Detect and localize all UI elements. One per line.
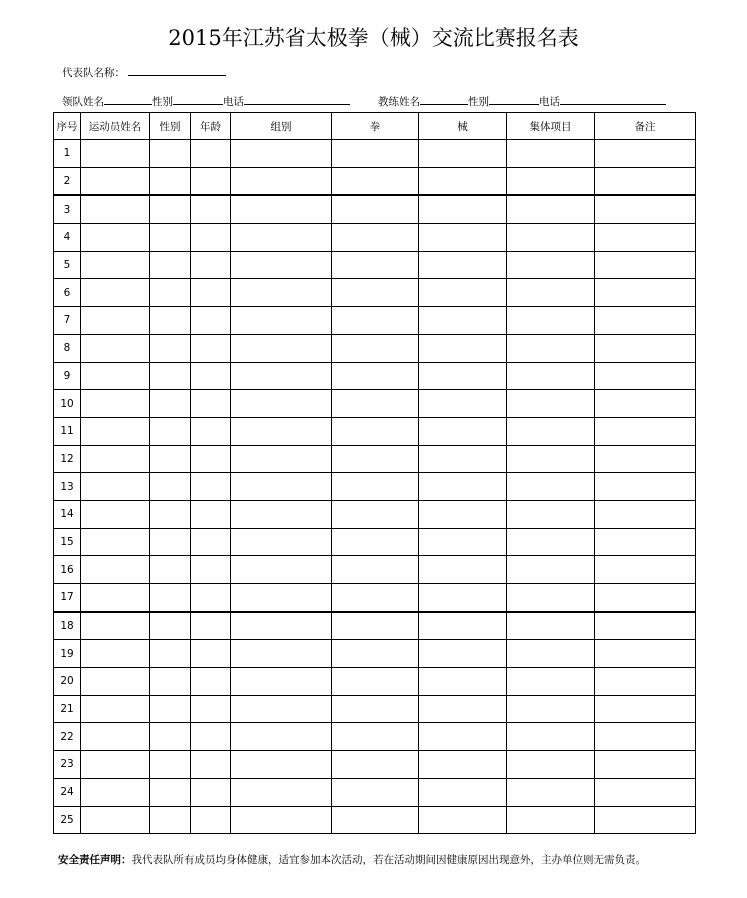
entry-cell[interactable] [81, 695, 150, 723]
entry-cell[interactable] [332, 224, 419, 252]
entry-cell[interactable] [595, 473, 696, 501]
entry-cell[interactable] [150, 500, 191, 528]
entry-cell[interactable] [507, 778, 595, 806]
entry-cell[interactable] [419, 584, 507, 612]
row-number: 12 [54, 445, 81, 473]
entry-cell[interactable] [81, 362, 150, 390]
entry-cell[interactable] [507, 695, 595, 723]
entry-cell[interactable] [81, 140, 150, 168]
row-number: 9 [54, 362, 81, 390]
entry-cell[interactable] [81, 806, 150, 834]
entry-cell[interactable] [507, 417, 595, 445]
entry-cell[interactable] [332, 500, 419, 528]
coach-phone-field[interactable] [560, 93, 666, 105]
entry-cell[interactable] [81, 473, 150, 501]
table-row [54, 584, 696, 612]
entry-cell[interactable] [332, 806, 419, 834]
row-number: 20 [54, 668, 81, 696]
entry-cell[interactable] [150, 612, 191, 640]
table-row [54, 167, 696, 195]
row-number: 8 [54, 334, 81, 362]
entry-cell[interactable] [81, 251, 150, 279]
table-row [54, 307, 696, 335]
entry-cell[interactable] [332, 279, 419, 307]
leader-name-label: 领队姓名 [62, 96, 104, 108]
entry-cell[interactable] [231, 445, 332, 473]
entry-cell[interactable] [231, 390, 332, 418]
entry-cell[interactable] [191, 528, 231, 556]
entry-cell[interactable] [332, 584, 419, 612]
entry-cell[interactable] [231, 279, 332, 307]
entry-cell[interactable] [419, 140, 507, 168]
leader-phone-label: 电话 [223, 96, 244, 108]
row-number: 2 [54, 167, 81, 195]
entry-cell[interactable] [419, 806, 507, 834]
entry-cell[interactable] [191, 167, 231, 195]
entry-cell[interactable] [150, 695, 191, 723]
entry-cell[interactable] [81, 584, 150, 612]
entry-cell[interactable] [419, 362, 507, 390]
entry-cell[interactable] [595, 362, 696, 390]
header-cell: 运动员姓名 [81, 113, 150, 140]
leader-gender-label: 性别 [152, 96, 173, 108]
entry-cell[interactable] [150, 224, 191, 252]
entry-cell[interactable] [150, 251, 191, 279]
entry-cell[interactable] [231, 723, 332, 751]
entry-cell[interactable] [419, 390, 507, 418]
row-number: 17 [54, 584, 81, 612]
entry-cell[interactable] [191, 195, 231, 223]
entry-cell[interactable] [419, 778, 507, 806]
row-number: 3 [54, 195, 81, 223]
entry-cell[interactable] [332, 140, 419, 168]
table-row [54, 528, 696, 556]
entry-cell[interactable] [332, 751, 419, 779]
entry-cell[interactable] [332, 556, 419, 584]
entry-cell[interactable] [150, 668, 191, 696]
entry-cell[interactable] [507, 140, 595, 168]
row-number: 14 [54, 500, 81, 528]
header-cell: 集体项目 [507, 113, 595, 140]
entry-cell[interactable] [191, 251, 231, 279]
row-number: 7 [54, 307, 81, 335]
entry-cell[interactable] [595, 640, 696, 668]
entry-cell[interactable] [231, 140, 332, 168]
entry-cell[interactable] [231, 556, 332, 584]
entry-cell[interactable] [81, 723, 150, 751]
entry-cell[interactable] [595, 500, 696, 528]
entry-cell[interactable] [332, 612, 419, 640]
entry-cell[interactable] [507, 556, 595, 584]
table-row [54, 224, 696, 252]
entry-cell[interactable] [231, 751, 332, 779]
entry-cell[interactable] [150, 417, 191, 445]
entry-cell[interactable] [595, 390, 696, 418]
entry-cell[interactable] [150, 307, 191, 335]
table-row [54, 140, 696, 168]
entry-cell[interactable] [419, 167, 507, 195]
coach-name-label: 教练姓名 [378, 96, 420, 108]
entry-cell[interactable] [507, 528, 595, 556]
leader-name-field[interactable] [104, 93, 152, 105]
entry-cell[interactable] [507, 612, 595, 640]
entry-cell[interactable] [81, 334, 150, 362]
table-row [54, 417, 696, 445]
row-number: 21 [54, 695, 81, 723]
table-header-row [54, 113, 696, 140]
entry-cell[interactable] [81, 279, 150, 307]
row-number: 5 [54, 251, 81, 279]
table-row [54, 556, 696, 584]
entry-cell[interactable] [595, 279, 696, 307]
entry-cell[interactable] [595, 695, 696, 723]
table-row [54, 751, 696, 779]
entry-cell[interactable] [191, 640, 231, 668]
entry-cell[interactable] [507, 362, 595, 390]
entry-cell[interactable] [332, 167, 419, 195]
table-row [54, 334, 696, 362]
row-number: 13 [54, 473, 81, 501]
entry-cell[interactable] [191, 723, 231, 751]
entry-cell[interactable] [81, 612, 150, 640]
entry-cell[interactable] [419, 224, 507, 252]
entry-cell[interactable] [332, 334, 419, 362]
entry-cell[interactable] [81, 445, 150, 473]
entry-cell[interactable] [191, 417, 231, 445]
entry-cell[interactable] [231, 584, 332, 612]
entry-cell[interactable] [231, 167, 332, 195]
coach-name-field[interactable] [420, 93, 468, 105]
header-cell: 拳 [332, 113, 419, 140]
entry-cell[interactable] [150, 778, 191, 806]
entry-cell[interactable] [332, 778, 419, 806]
entry-cell[interactable] [191, 362, 231, 390]
header-cell: 年龄 [191, 113, 231, 140]
entry-cell[interactable] [150, 140, 191, 168]
table-row [54, 251, 696, 279]
entry-cell[interactable] [231, 668, 332, 696]
leader-coach-line [62, 93, 666, 109]
entry-cell[interactable] [231, 195, 332, 223]
entry-cell[interactable] [507, 167, 595, 195]
entry-cell[interactable] [81, 668, 150, 696]
entry-cell[interactable] [231, 224, 332, 252]
registration-table [53, 112, 696, 834]
table-row [54, 778, 696, 806]
entry-cell[interactable] [81, 778, 150, 806]
safety-text: 我代表队所有成员均身体健康，适宜参加本次活动，若在活动期间因健康原因出现意外，主办单位则无需负责。 [131, 854, 646, 866]
entry-cell[interactable] [81, 417, 150, 445]
row-number: 22 [54, 723, 81, 751]
entry-cell[interactable] [81, 640, 150, 668]
entry-cell[interactable] [81, 307, 150, 335]
entry-cell[interactable] [332, 307, 419, 335]
entry-cell[interactable] [507, 251, 595, 279]
entry-cell[interactable] [507, 195, 595, 223]
entry-cell[interactable] [231, 778, 332, 806]
entry-cell[interactable] [231, 640, 332, 668]
entry-cell[interactable] [191, 556, 231, 584]
entry-cell[interactable] [150, 362, 191, 390]
coach-gender-label: 性别 [468, 96, 489, 108]
entry-cell[interactable] [419, 668, 507, 696]
entry-cell[interactable] [191, 224, 231, 252]
entry-cell[interactable] [231, 695, 332, 723]
entry-cell[interactable] [507, 640, 595, 668]
entry-cell[interactable] [191, 612, 231, 640]
entry-cell[interactable] [191, 668, 231, 696]
table-row [54, 668, 696, 696]
entry-cell[interactable] [595, 334, 696, 362]
entry-cell[interactable] [507, 806, 595, 834]
entry-cell[interactable] [81, 224, 150, 252]
table-row [54, 640, 696, 668]
entry-cell[interactable] [81, 528, 150, 556]
row-number: 23 [54, 751, 81, 779]
entry-cell[interactable] [81, 500, 150, 528]
entry-cell[interactable] [150, 279, 191, 307]
entry-cell[interactable] [507, 334, 595, 362]
entry-cell[interactable] [419, 528, 507, 556]
header-cell: 组别 [231, 113, 332, 140]
entry-cell[interactable] [419, 556, 507, 584]
entry-cell[interactable] [231, 528, 332, 556]
entry-cell[interactable] [332, 528, 419, 556]
row-number: 24 [54, 778, 81, 806]
entry-cell[interactable] [81, 167, 150, 195]
header-cell: 性别 [150, 113, 191, 140]
header-cell: 械 [419, 113, 507, 140]
entry-cell[interactable] [507, 751, 595, 779]
header-cell: 备注 [595, 113, 696, 140]
entry-cell[interactable] [150, 806, 191, 834]
entry-cell[interactable] [81, 556, 150, 584]
entry-cell[interactable] [419, 640, 507, 668]
entry-cell[interactable] [595, 445, 696, 473]
entry-cell[interactable] [595, 417, 696, 445]
entry-cell[interactable] [507, 668, 595, 696]
entry-cell[interactable] [191, 279, 231, 307]
entry-cell[interactable] [150, 723, 191, 751]
entry-cell[interactable] [507, 307, 595, 335]
entry-cell[interactable] [231, 473, 332, 501]
entry-cell[interactable] [419, 612, 507, 640]
team-name-field[interactable] [128, 64, 226, 76]
entry-cell[interactable] [231, 334, 332, 362]
form-title: 2015年江苏省太极拳（械）交流比赛报名表 [168, 26, 579, 50]
entry-cell[interactable] [595, 751, 696, 779]
entry-cell[interactable] [595, 167, 696, 195]
safety-label: 安全责任声明： [58, 854, 132, 866]
table-row [54, 195, 696, 223]
entry-cell[interactable] [81, 751, 150, 779]
entry-cell[interactable] [150, 473, 191, 501]
entry-cell[interactable] [231, 612, 332, 640]
entry-cell[interactable] [150, 751, 191, 779]
entry-cell[interactable] [332, 640, 419, 668]
entry-cell[interactable] [332, 445, 419, 473]
entry-cell[interactable] [231, 251, 332, 279]
coach-phone-label: 电话 [539, 96, 560, 108]
entry-cell[interactable] [191, 473, 231, 501]
row-number: 10 [54, 390, 81, 418]
entry-cell[interactable] [191, 751, 231, 779]
entry-cell[interactable] [191, 390, 231, 418]
entry-cell[interactable] [191, 778, 231, 806]
table-row [54, 279, 696, 307]
entry-cell[interactable] [191, 334, 231, 362]
entry-cell[interactable] [419, 251, 507, 279]
row-number: 19 [54, 640, 81, 668]
entry-cell[interactable] [419, 417, 507, 445]
entry-cell[interactable] [332, 251, 419, 279]
entry-cell[interactable] [595, 556, 696, 584]
table-row [54, 806, 696, 834]
entry-cell[interactable] [595, 528, 696, 556]
entry-cell[interactable] [419, 695, 507, 723]
table-row [54, 390, 696, 418]
safety-statement [58, 852, 646, 867]
coach-gender-field[interactable] [489, 93, 539, 105]
entry-cell[interactable] [595, 307, 696, 335]
table-row [54, 473, 696, 501]
entry-cell[interactable] [231, 806, 332, 834]
entry-cell[interactable] [507, 584, 595, 612]
entry-cell[interactable] [150, 584, 191, 612]
row-number: 18 [54, 612, 81, 640]
row-number: 1 [54, 140, 81, 168]
entry-cell[interactable] [231, 417, 332, 445]
entry-cell[interactable] [595, 224, 696, 252]
entry-cell[interactable] [595, 806, 696, 834]
entry-cell[interactable] [419, 195, 507, 223]
entry-cell[interactable] [332, 417, 419, 445]
entry-cell[interactable] [150, 167, 191, 195]
row-number: 4 [54, 224, 81, 252]
entry-cell[interactable] [191, 806, 231, 834]
entry-cell[interactable] [419, 723, 507, 751]
entry-cell[interactable] [332, 390, 419, 418]
entry-cell[interactable] [419, 500, 507, 528]
table-row [54, 445, 696, 473]
leader-gender-field[interactable] [173, 93, 223, 105]
entry-cell[interactable] [595, 251, 696, 279]
entry-cell[interactable] [332, 723, 419, 751]
entry-cell[interactable] [419, 334, 507, 362]
entry-cell[interactable] [595, 140, 696, 168]
team-name-label: 代表队名称： [62, 67, 125, 79]
entry-cell[interactable] [419, 279, 507, 307]
entry-cell[interactable] [150, 334, 191, 362]
entry-cell[interactable] [191, 500, 231, 528]
leader-phone-field[interactable] [244, 93, 350, 105]
entry-cell[interactable] [507, 445, 595, 473]
entry-cell[interactable] [507, 224, 595, 252]
entry-cell[interactable] [332, 473, 419, 501]
entry-cell[interactable] [507, 723, 595, 751]
entry-cell[interactable] [419, 445, 507, 473]
entry-cell[interactable] [595, 778, 696, 806]
entry-cell[interactable] [191, 140, 231, 168]
entry-cell[interactable] [595, 668, 696, 696]
entry-cell[interactable] [419, 307, 507, 335]
entry-cell[interactable] [191, 584, 231, 612]
row-number: 11 [54, 417, 81, 445]
entry-cell[interactable] [150, 195, 191, 223]
entry-cell[interactable] [332, 195, 419, 223]
row-number: 6 [54, 279, 81, 307]
entry-cell[interactable] [150, 528, 191, 556]
entry-cell[interactable] [595, 612, 696, 640]
team-name-line [62, 64, 226, 80]
row-number: 16 [54, 556, 81, 584]
row-number: 15 [54, 528, 81, 556]
table-row [54, 723, 696, 751]
entry-cell[interactable] [191, 445, 231, 473]
entry-cell[interactable] [81, 195, 150, 223]
table-row [54, 500, 696, 528]
entry-cell[interactable] [191, 307, 231, 335]
table-row [54, 362, 696, 390]
entry-cell[interactable] [419, 751, 507, 779]
entry-cell[interactable] [231, 307, 332, 335]
entry-cell[interactable] [231, 500, 332, 528]
entry-cell[interactable] [332, 695, 419, 723]
entry-cell[interactable] [595, 195, 696, 223]
entry-cell[interactable] [507, 473, 595, 501]
entry-cell[interactable] [595, 723, 696, 751]
entry-cell[interactable] [332, 668, 419, 696]
entry-cell[interactable] [81, 390, 150, 418]
entry-cell[interactable] [507, 390, 595, 418]
row-number: 25 [54, 806, 81, 834]
table-row [54, 695, 696, 723]
table-row [54, 612, 696, 640]
entry-cell[interactable] [191, 695, 231, 723]
entry-cell[interactable] [419, 473, 507, 501]
entry-cell[interactable] [231, 362, 332, 390]
entry-cell[interactable] [150, 556, 191, 584]
entry-cell[interactable] [595, 584, 696, 612]
entry-cell[interactable] [332, 362, 419, 390]
entry-cell[interactable] [507, 279, 595, 307]
entry-cell[interactable] [150, 640, 191, 668]
entry-cell[interactable] [150, 445, 191, 473]
entry-cell[interactable] [150, 390, 191, 418]
entry-cell[interactable] [507, 500, 595, 528]
header-cell: 序号 [54, 113, 81, 140]
